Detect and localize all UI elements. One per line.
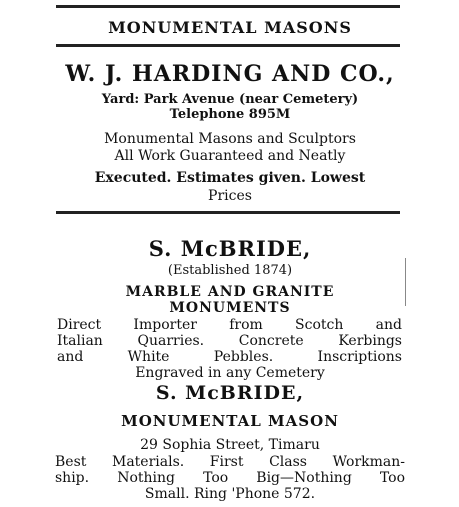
mcbride-body-line-3: and White Pebbles. Inscriptions	[57, 349, 402, 365]
mcbride-name-1: S. McBRIDE,	[148, 236, 312, 261]
mcbride-2-body-line-2: ship. Nothing Too Big—Nothing Too	[55, 470, 405, 486]
harding-telephone: Telephone 895M	[169, 107, 291, 122]
mcbride-address: 29 Sophia Street, Timaru	[140, 437, 320, 453]
harding-name: W. J. HARDING AND CO.,	[65, 61, 395, 87]
harding-services-line-1: Monumental Masons and Sculptors	[104, 131, 356, 147]
mcbride-trade-line-1: MARBLE AND GRANITE	[125, 284, 335, 300]
heading-rule	[56, 44, 400, 47]
section-heading: MONUMENTAL MASONS	[108, 18, 352, 37]
top-rule	[56, 5, 400, 8]
mcbride-body-line-2: Italian Quarries. Concrete Kerbings	[57, 333, 402, 349]
mcbride-2-body-line-3: Small. Ring 'Phone 572.	[144, 486, 316, 502]
harding-services-line-2: All Work Guaranteed and Neatly	[114, 148, 346, 164]
mcbride-body-line-1: Direct Importer from Scotch and	[57, 317, 402, 333]
harding-services-line-4: Prices	[208, 188, 252, 204]
harding-yard: Yard: Park Avenue (near Cemetery)	[101, 92, 359, 107]
mcbride-name-2: S. McBRIDE,	[155, 382, 305, 404]
section-divider	[56, 211, 400, 214]
mcbride-body-line-4: Engraved in any Cemetery	[135, 365, 325, 381]
harding-services-line-3: Executed. Estimates given. Lowest	[94, 170, 366, 186]
mcbride-trade: MONUMENTAL MASON	[121, 412, 339, 430]
mcbride-trade-line-2: MONUMENTS	[169, 300, 291, 316]
mcbride-established: (Established 1874)	[167, 263, 293, 278]
column-edge-line	[405, 258, 406, 306]
mcbride-2-body-line-1: Best Materials. First Class Workman-	[55, 454, 405, 470]
